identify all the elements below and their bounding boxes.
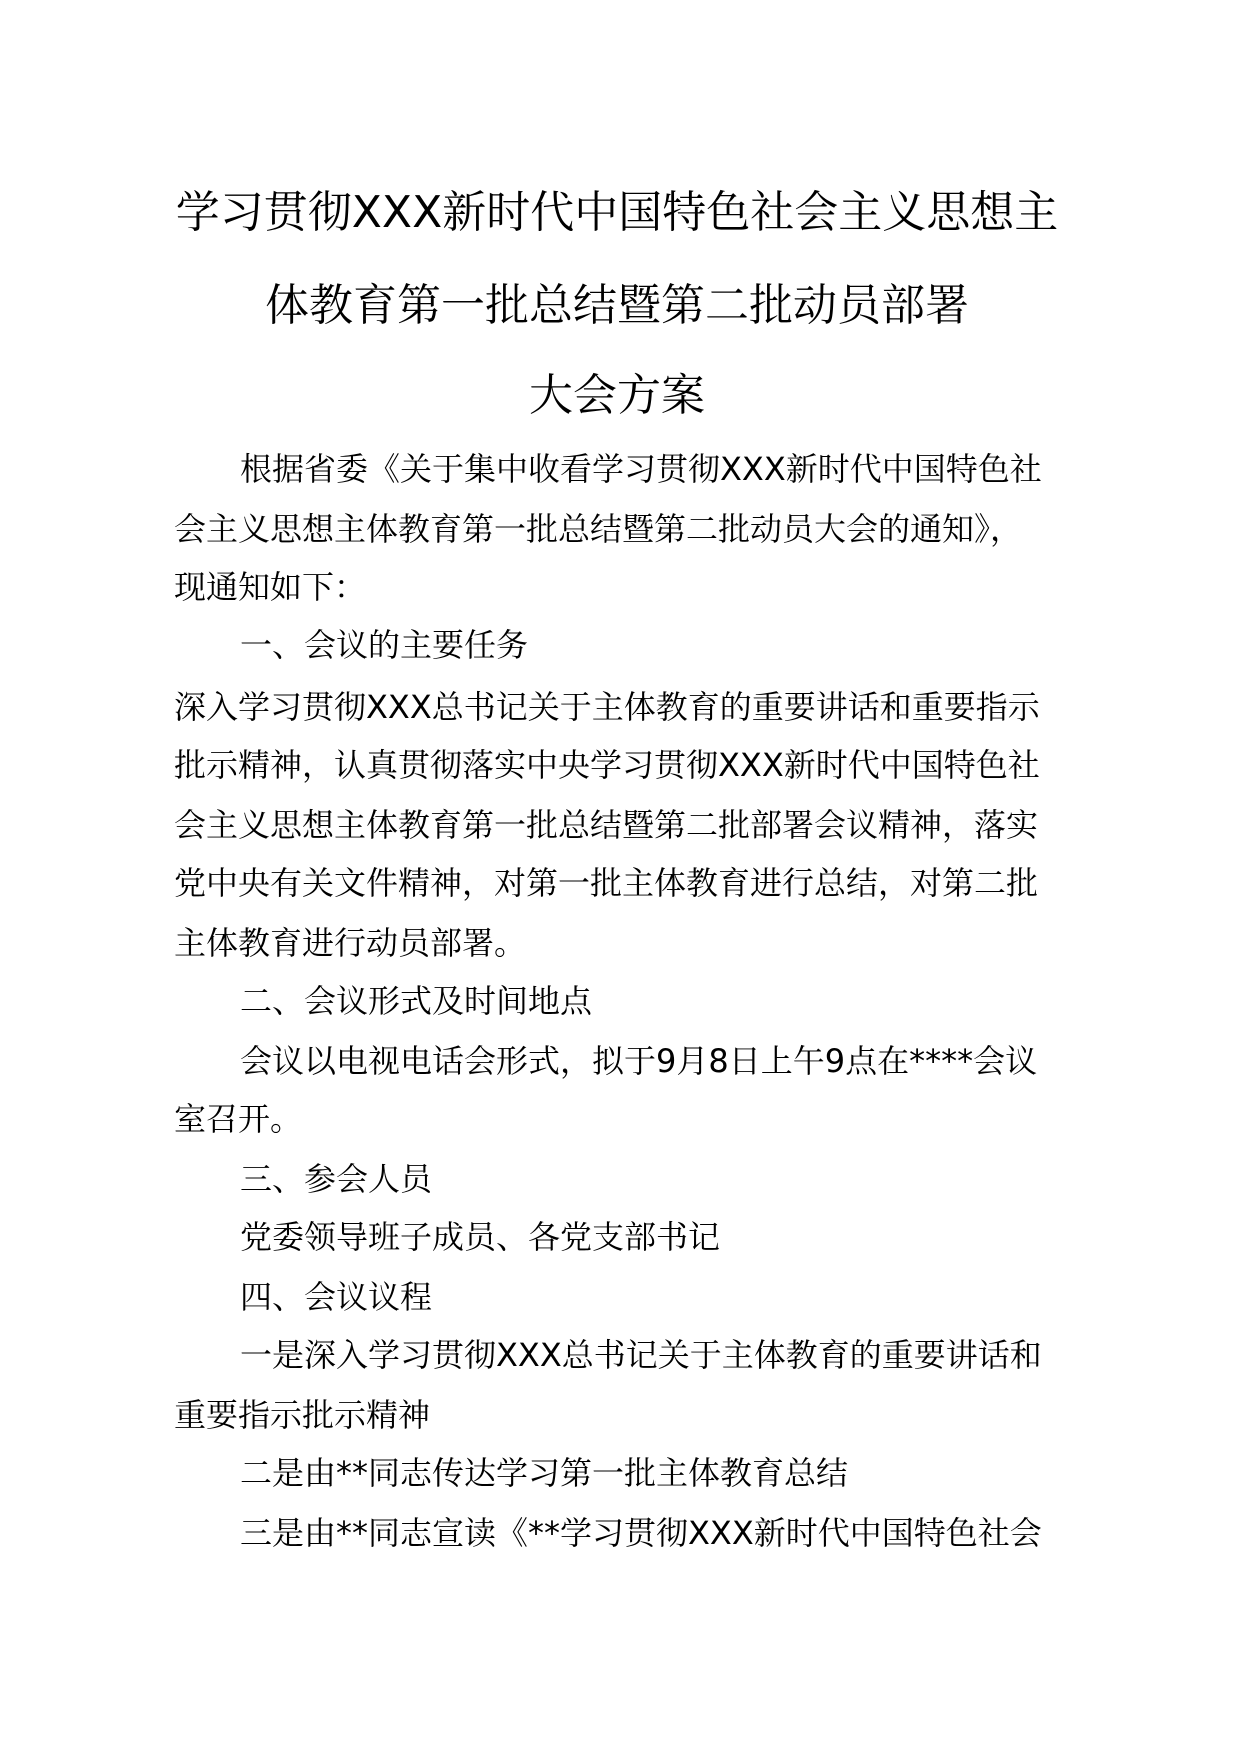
section-1-heading: 一、会议的主要任务 <box>240 626 529 664</box>
agenda-item-3: 三是由**同志宣读《**学习贯彻XXX新时代中国特色社会 <box>240 1514 1042 1552</box>
section-2-line-2: 室召开。 <box>174 1100 303 1138</box>
document-title-line-2: 体教育第一批总结暨第二批动员部署 <box>265 280 969 331</box>
intro-line-2: 会主义思想主体教育第一批总结暨第二批动员大会的通知》， <box>174 510 1023 548</box>
agenda-item-1-line-2: 重要指示批示精神 <box>174 1396 431 1434</box>
section-3-line-1: 党委领导班子成员、各党支部书记 <box>240 1218 721 1256</box>
section-2-line-1: 会议以电视电话会形式，拟于9月8日上午9点在****会议 <box>240 1042 1038 1080</box>
document-title-line-1: 学习贯彻XXX新时代中国特色社会主义思想主 <box>175 187 1059 238</box>
section-1-line-1: 深入学习贯彻XXX总书记关于主体教育的重要讲话和重要指示 <box>174 688 1040 726</box>
agenda-item-1-line-1: 一是深入学习贯彻XXX总书记关于主体教育的重要讲话和 <box>240 1336 1042 1374</box>
section-3-heading: 三、参会人员 <box>240 1160 433 1198</box>
intro-line-1: 根据省委《关于集中收看学习贯彻XXX新时代中国特色社 <box>240 450 1042 488</box>
agenda-item-2: 二是由**同志传达学习第一批主体教育总结 <box>240 1454 849 1492</box>
section-1-line-3: 会主义思想主体教育第一批总结暨第二批部署会议精神，落实 <box>174 806 1039 844</box>
section-1-line-4: 党中央有关文件精神，对第一批主体教育进行总结，对第二批 <box>174 864 1039 902</box>
section-1-line-5: 主体教育进行动员部署。 <box>174 924 527 962</box>
intro-line-3: 现通知如下： <box>174 568 367 606</box>
section-1-line-2: 批示精神，认真贯彻落实中央学习贯彻XXX新时代中国特色社 <box>174 746 1040 784</box>
document-title-line-3: 大会方案 <box>529 370 705 421</box>
section-4-heading: 四、会议议程 <box>240 1278 433 1316</box>
section-2-heading: 二、会议形式及时间地点 <box>240 982 593 1020</box>
